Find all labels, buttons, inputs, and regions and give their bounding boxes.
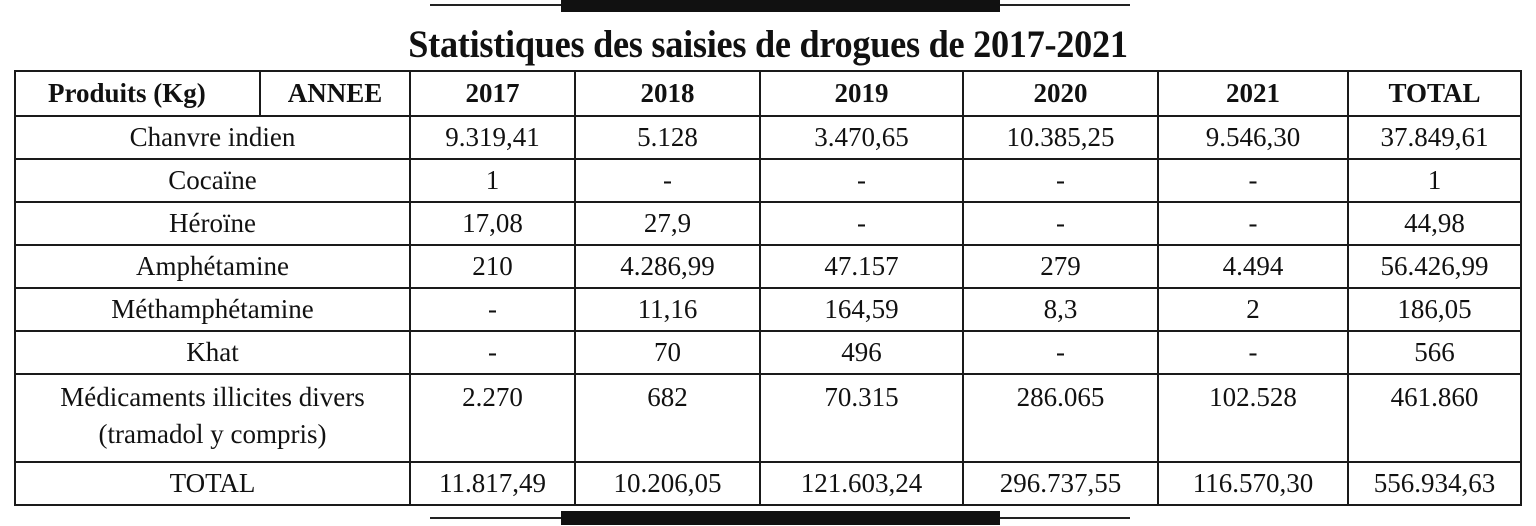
table-cell: -	[760, 159, 963, 202]
top-rule-thick-bar	[561, 0, 1000, 12]
table-cell: 9.319,41	[410, 116, 575, 159]
total-cell: 11.817,49	[410, 462, 575, 505]
table-cell: 164,59	[760, 288, 963, 331]
header-col-total: TOTAL	[1348, 71, 1521, 116]
table-cell: 70.315	[760, 374, 963, 462]
table-cell: 1	[1348, 159, 1521, 202]
table-cell: 9.546,30	[1158, 116, 1348, 159]
table-cell: -	[760, 202, 963, 245]
row-product-label: Chanvre indien	[15, 116, 410, 159]
table-row	[15, 116, 1521, 159]
row-product-label: Héroïne	[15, 202, 410, 245]
table-cell: 210	[410, 245, 575, 288]
table-row	[15, 331, 1521, 374]
row-product-label: Khat	[15, 331, 410, 374]
table-cell: 496	[760, 331, 963, 374]
table-cell: 47.157	[760, 245, 963, 288]
top-decorative-rule	[430, 0, 1130, 12]
table-cell: 11,16	[575, 288, 760, 331]
table-cell: 8,3	[963, 288, 1158, 331]
row-product-label-line1: Médicaments illicites divers	[60, 382, 365, 412]
row-product-label	[15, 374, 410, 462]
page-title: Statistiques des saisies de drogues de 2017-2021	[408, 23, 1128, 66]
header-col-2019: 2019	[760, 71, 963, 116]
table-cell: 1	[410, 159, 575, 202]
table-cell: 186,05	[1348, 288, 1521, 331]
row-product-label: Cocaïne	[15, 159, 410, 202]
table-cell: -	[963, 331, 1158, 374]
table-cell: -	[410, 288, 575, 331]
table-cell: -	[963, 159, 1158, 202]
header-col-2018: 2018	[575, 71, 760, 116]
bottom-decorative-rule	[430, 511, 1130, 525]
total-row-label: TOTAL	[15, 462, 410, 505]
table-cell: 70	[575, 331, 760, 374]
table-cell: 37.849,61	[1348, 116, 1521, 159]
total-cell: 10.206,05	[575, 462, 760, 505]
total-cell: 296.737,55	[963, 462, 1158, 505]
table-cell: 682	[575, 374, 760, 462]
table-cell: -	[1158, 331, 1348, 374]
table-cell: -	[1158, 159, 1348, 202]
table-cell: 10.385,25	[963, 116, 1158, 159]
header-year-label: ANNEE	[260, 71, 410, 116]
table-cell: 2	[1158, 288, 1348, 331]
table-cell: 4.494	[1158, 245, 1348, 288]
header-col-2020: 2020	[963, 71, 1158, 116]
table-row	[15, 159, 1521, 202]
row-product-label: Amphétamine	[15, 245, 410, 288]
header-col-2021: 2021	[1158, 71, 1348, 116]
table-cell: 461.860	[1348, 374, 1521, 462]
row-product-label-line2: (tramadol y compris)	[98, 419, 327, 449]
table-cell: 286.065	[963, 374, 1158, 462]
table-cell: -	[963, 202, 1158, 245]
table-row	[15, 245, 1521, 288]
table-row	[15, 202, 1521, 245]
table-cell: 17,08	[410, 202, 575, 245]
total-cell: 556.934,63	[1348, 462, 1521, 505]
table-row	[15, 374, 1521, 462]
table-row	[15, 288, 1521, 331]
table-cell: 27,9	[575, 202, 760, 245]
table-cell: -	[575, 159, 760, 202]
table-cell: 566	[1348, 331, 1521, 374]
table-header-row	[15, 71, 1521, 116]
total-cell: 121.603,24	[760, 462, 963, 505]
table-cell: 279	[963, 245, 1158, 288]
table-cell: 3.470,65	[760, 116, 963, 159]
table-cell: 4.286,99	[575, 245, 760, 288]
table-cell: -	[410, 331, 575, 374]
header-product-label: Produits (Kg)	[15, 71, 260, 116]
table-total-row	[15, 462, 1521, 505]
table-cell: 102.528	[1158, 374, 1348, 462]
bottom-rule-thick-bar	[561, 511, 1000, 525]
table-cell: 44,98	[1348, 202, 1521, 245]
table-cell: 2.270	[410, 374, 575, 462]
row-product-label: Méthamphétamine	[15, 288, 410, 331]
table-cell: 56.426,99	[1348, 245, 1521, 288]
drug-seizure-table	[14, 70, 1522, 506]
table-cell: 5.128	[575, 116, 760, 159]
table-cell: -	[1158, 202, 1348, 245]
total-cell: 116.570,30	[1158, 462, 1348, 505]
header-col-2017: 2017	[410, 71, 575, 116]
